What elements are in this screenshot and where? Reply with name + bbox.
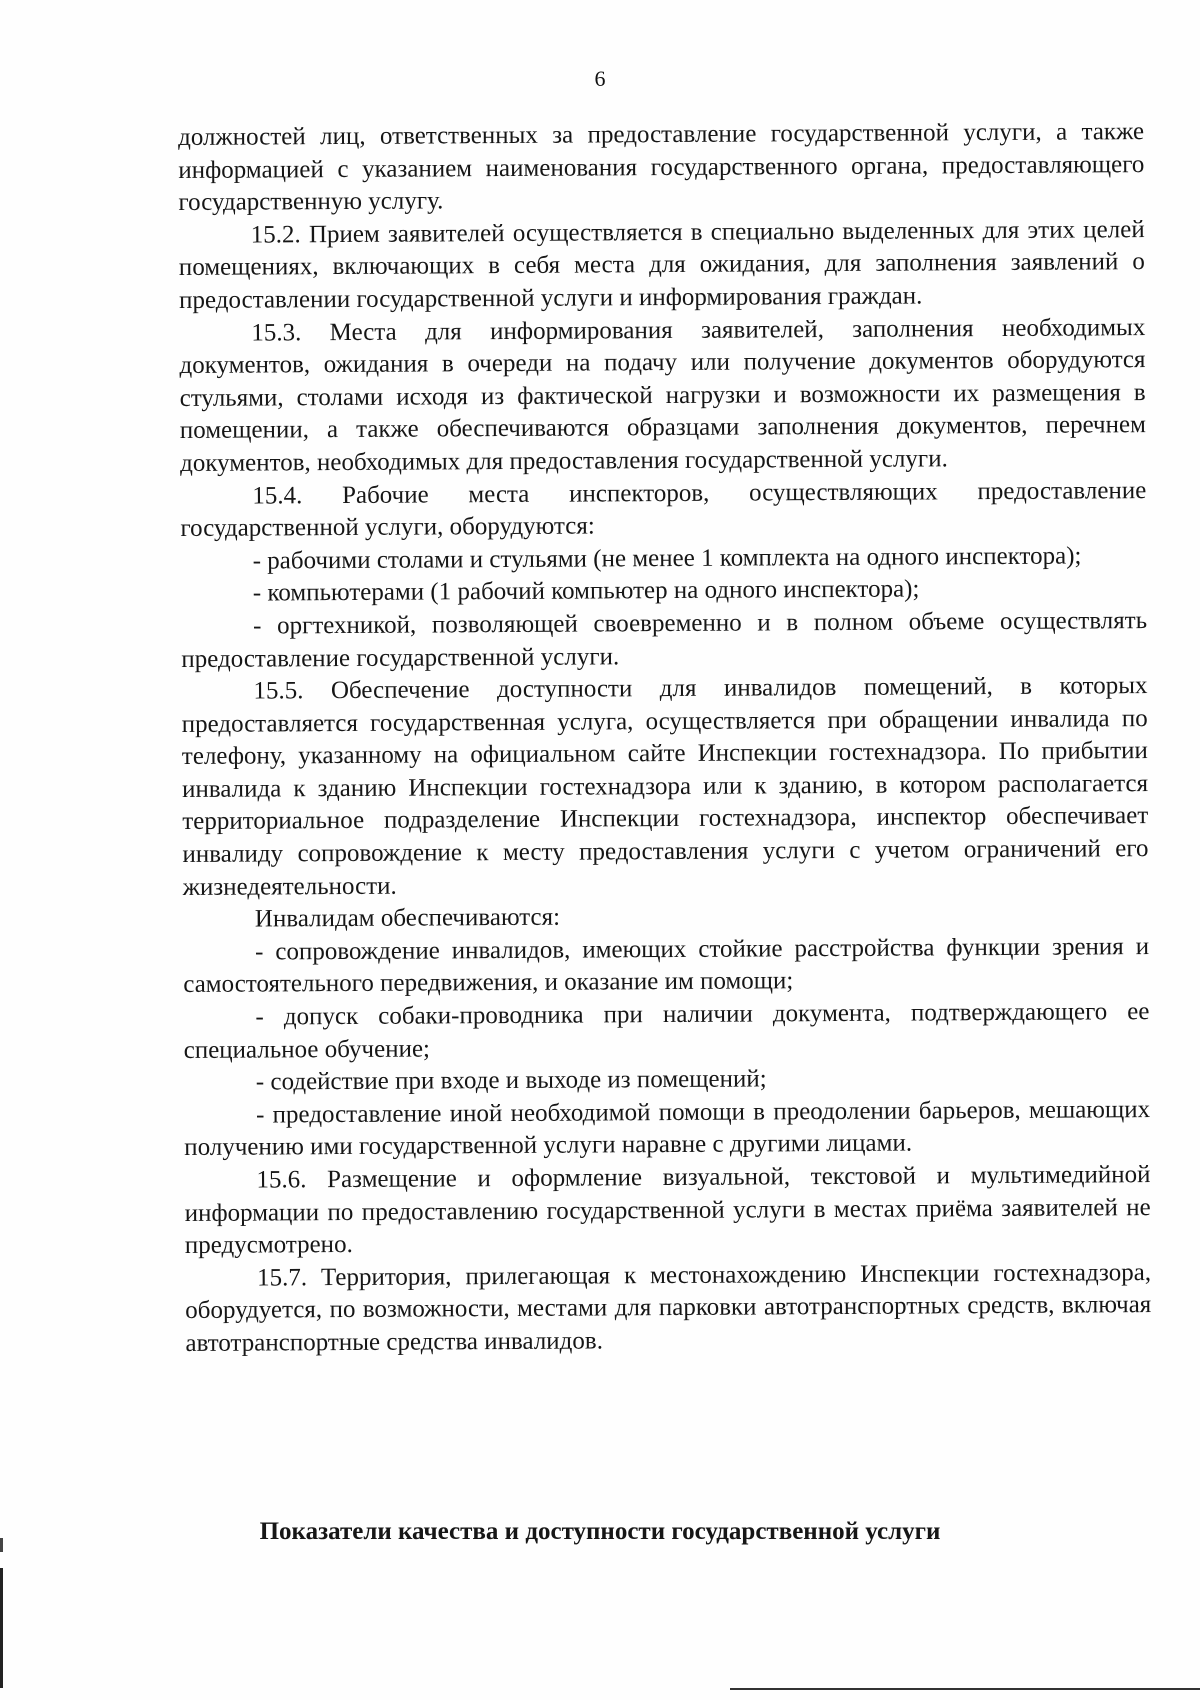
list-item-entry-assistance: - содействие при входе и выходе из помещений; <box>255 1065 767 1096</box>
paragraph-continuation: должностей лиц, ответственных за предоставление государственной услуги, а также информацией с указанием наименования государственного органа, предоставляющего государственную услугу. <box>178 118 1145 217</box>
paragraph-15-6: 15.6. Размещение и оформление визуальной, текстовой и мультимедийной информации по предоставлению государственной услуги в местах приёма заявителей не предусмотрено. <box>184 1161 1151 1260</box>
paragraph-disabled-provided: Инвалидам обеспечиваются: <box>254 903 561 933</box>
document-body <box>178 116 1152 1360</box>
section-heading: Показатели качества и доступности государственной услуги <box>259 1518 941 1545</box>
list-item-other-assistance: - предоставление иной необходимой помощи в преодолении барьеров, мешающих получению ими государственной услуги наравне с другими лицами. <box>184 1095 1151 1162</box>
scan-artifact-line <box>730 1688 1200 1690</box>
list-item-guide-dog: - допуск собаки-проводника при наличии документа, подтверждающего ее специальное обучение; <box>183 998 1150 1064</box>
list-item-computers: - компьютерами (1 рабочий компьютер на одного инспектора); <box>252 575 920 607</box>
scan-artifact-mark <box>0 1538 3 1552</box>
scan-artifact-edge <box>0 1568 3 1688</box>
list-item-office-equipment: - оргтехникой, позволяющей своевременно и в полном объеме осуществлять предоставление государственной услуги. <box>181 606 1148 673</box>
paragraph-15-7: 15.7. Территория, прилегающая к местонахождению Инспекции гостехнадзора, оборудуется, по возможности, местами для парковки автотранспортных средств, включая автотранспортные средства инвалидов. <box>185 1258 1152 1357</box>
list-item-desks: - рабочими столами и стульями (не менее 1 комплекта на одного инспектора); <box>252 542 1082 575</box>
list-item-escort: - сопровождение инвалидов, имеющих стойкие расстройства функции зрения и самостоятельного передвижения, и оказание им помощи; <box>183 932 1150 999</box>
paragraph-15-5: 15.5. Обеспечение доступности для инвалидов помещений, в которых предоставляется государственная услуга, осуществляется при обращении инвалида по телефону, указанному на официальном сайте Инспекции гостехнадзора. По прибытии инвалида к зданию Инспекции гостехнадзора или к зданию, в котором располагается территориальное подразделение Инспекции гостехнадзора, инспектор обеспечивает инвалиду сопровождение к месту предоставления услуги с учетом ограничений его жизнедеятельности. <box>181 672 1149 901</box>
page-number: 6 <box>594 66 606 91</box>
paragraph-15-3: 15.3. Места для информирования заявителей, заполнения необходимых документов, ожидания в очереди на подачу или получение документов оборудуются стульями, столами исходя из фактической нагрузки и возможности их размещения в помещении, а также обеспечиваются образцами заполнения документов, перечнем документов, необходимых для предоставления государственной услуги. <box>179 313 1146 477</box>
paragraph-15-4: 15.4. Рабочие места инспекторов, осуществляющих предоставление государственной услуги, оборудуются: <box>180 476 1147 543</box>
paragraph-15-2: 15.2. Прием заявителей осуществляется в специально выделенных для этих целей помещениях, включающих в себя места для ожидания, для заполнения заявлений о предоставлении государственной услуги и информирования граждан. <box>178 215 1145 314</box>
